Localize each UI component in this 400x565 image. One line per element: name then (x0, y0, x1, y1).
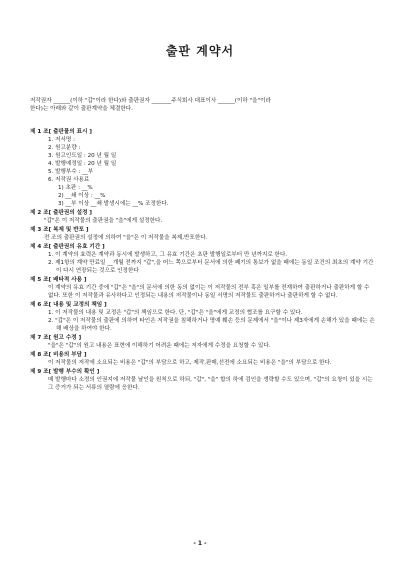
intro-line: 저작권자 ______(이하 "갑"이라 한다)와 출판권자 _______주식회사 대표이사 ______(이하 "을"이라 (30, 98, 271, 104)
document-title: 출판 계약서 (165, 44, 235, 58)
intro-line: 한다)는 아래와 같이 출판계약을 체결한다. (30, 106, 133, 112)
article-3 (30, 226, 375, 242)
article-6 (30, 301, 375, 333)
article-item: 1. 이 저작물의 내용 및 교정은 "갑"의 책임으로 한다. 단, "갑"은 "을"에게 교정의 협조를 요구할 수 있다. (48, 310, 303, 316)
article-heading: 제 6 조[ 내용 및 교정의 책임 ] (30, 302, 107, 308)
article-item: 2. 제1항의 계약 만료일 __개월 전까지 "갑",을 어느 쪽으로부터 문서에 의한 폐기의 통보가 없을 때에는 동일 조건의 최초의 계약 기간이 다시 연장되는 것으로 인정한다 (48, 260, 374, 274)
article-heading: 제 4 조[ 출판권의 유효 기간 ] (30, 244, 105, 250)
article-text: "갑"은 이 저작물의 출판권을 "을"에게 설정한다. (44, 218, 163, 224)
article-item: 2. 원고분량 : (48, 145, 81, 151)
contract-body (30, 128, 375, 393)
article-item: 5. 발행부수 : __부 (48, 169, 94, 175)
article-heading: 제 3 조[ 복제 및 반포 ] (30, 227, 89, 233)
article-subitem: 3) __부 이상 __쇄 발생시에는 __% 조정한다. (58, 201, 169, 207)
page-number: - 1 - (193, 540, 207, 547)
article-heading: 제 8 조[ 비용의 부담 ] (30, 352, 87, 358)
article-5 (30, 276, 375, 300)
article-item: 1. 저서명 : (48, 137, 75, 143)
article-item: 4. 발행예정일 : 20 년 월 일 (48, 161, 117, 167)
article-text: 이 저작물의 저작에 소요되는 비용은 "갑"의 부담으로 하고, 제작,판매,선전에 소요되는 비용은 "을"의 부담으로 한다. (48, 360, 332, 366)
article-item: 6. 저작권 사용료 (48, 177, 90, 183)
article-9 (30, 368, 375, 392)
intro-paragraph (30, 97, 370, 113)
article-heading: 제 1 조[ 출판물의 표시 ] (30, 129, 92, 135)
article-heading: 제 7 조[ 원고 수정 ] (30, 335, 82, 341)
article-item: 3. 원고인도일 : 20 년 월 일 (48, 153, 117, 159)
article-heading: 제 2 조[ 출판권의 설정 ] (30, 210, 92, 216)
article-item: 1. 이 계약의 효력은 계약과 동시에 발생하고, 그 유효 기간은 초판 발행일로부터 만 년까지로 한다. (48, 252, 288, 258)
article-2 (30, 209, 375, 225)
article-7 (30, 334, 375, 350)
article-1 (30, 128, 375, 208)
article-subitem: 1) 초판 : __% (58, 185, 93, 191)
article-heading: 제 5 조[ 배타적 사용 ] (30, 277, 87, 283)
article-heading: 제 9 조[ 발행 부수의 확인 ] (30, 369, 100, 375)
article-text: 이 계약의 유효 기간 중에 "갑"은 "을"의 문서에 의한 동의 없이는 이 저작물의 전부 혹은 일부를 전재하여 출판하거나 출판하게 할 수 없다. 또한 이 저작물과 유사하다고 인정되는 내용의 저작물이나 동일 서명의 저작물도 출판하거나 출판하게 할 수 없다. (48, 285, 370, 299)
article-text: 매 발행마다 소정의 인권지에 저작물 날인을 원칙으로 하되, "갑", "을" 합의 하에 검인을 생략할 수도 있으며, "갑"의 요청이 있을 시는 그 증거가 되는 서류의 열람에 응한다. (48, 377, 373, 391)
article-8 (30, 351, 375, 367)
article-subitem: 2) __쇄 이상 : __% (58, 193, 106, 199)
article-item: 2. "갑"은 이 저작물의 출판에 의하여 타인은 저작권을 침해하거나 명예 훼손 등의 문제에서 "을"이나 제3자에게 손해가 있을 때에는 손해 배상을 하여야 한다. (48, 318, 375, 332)
article-text: 전 조의 출판권의 설정에 의하여 "을"은 이 저작물을 복제,반포한다. (44, 235, 208, 241)
article-text: "을"은 "갑"의 원고 내용은 표현에 이해하기 어려운 때에는 저자에게 수정을 요청할 수 있다. (48, 343, 271, 349)
article-4 (30, 243, 375, 275)
